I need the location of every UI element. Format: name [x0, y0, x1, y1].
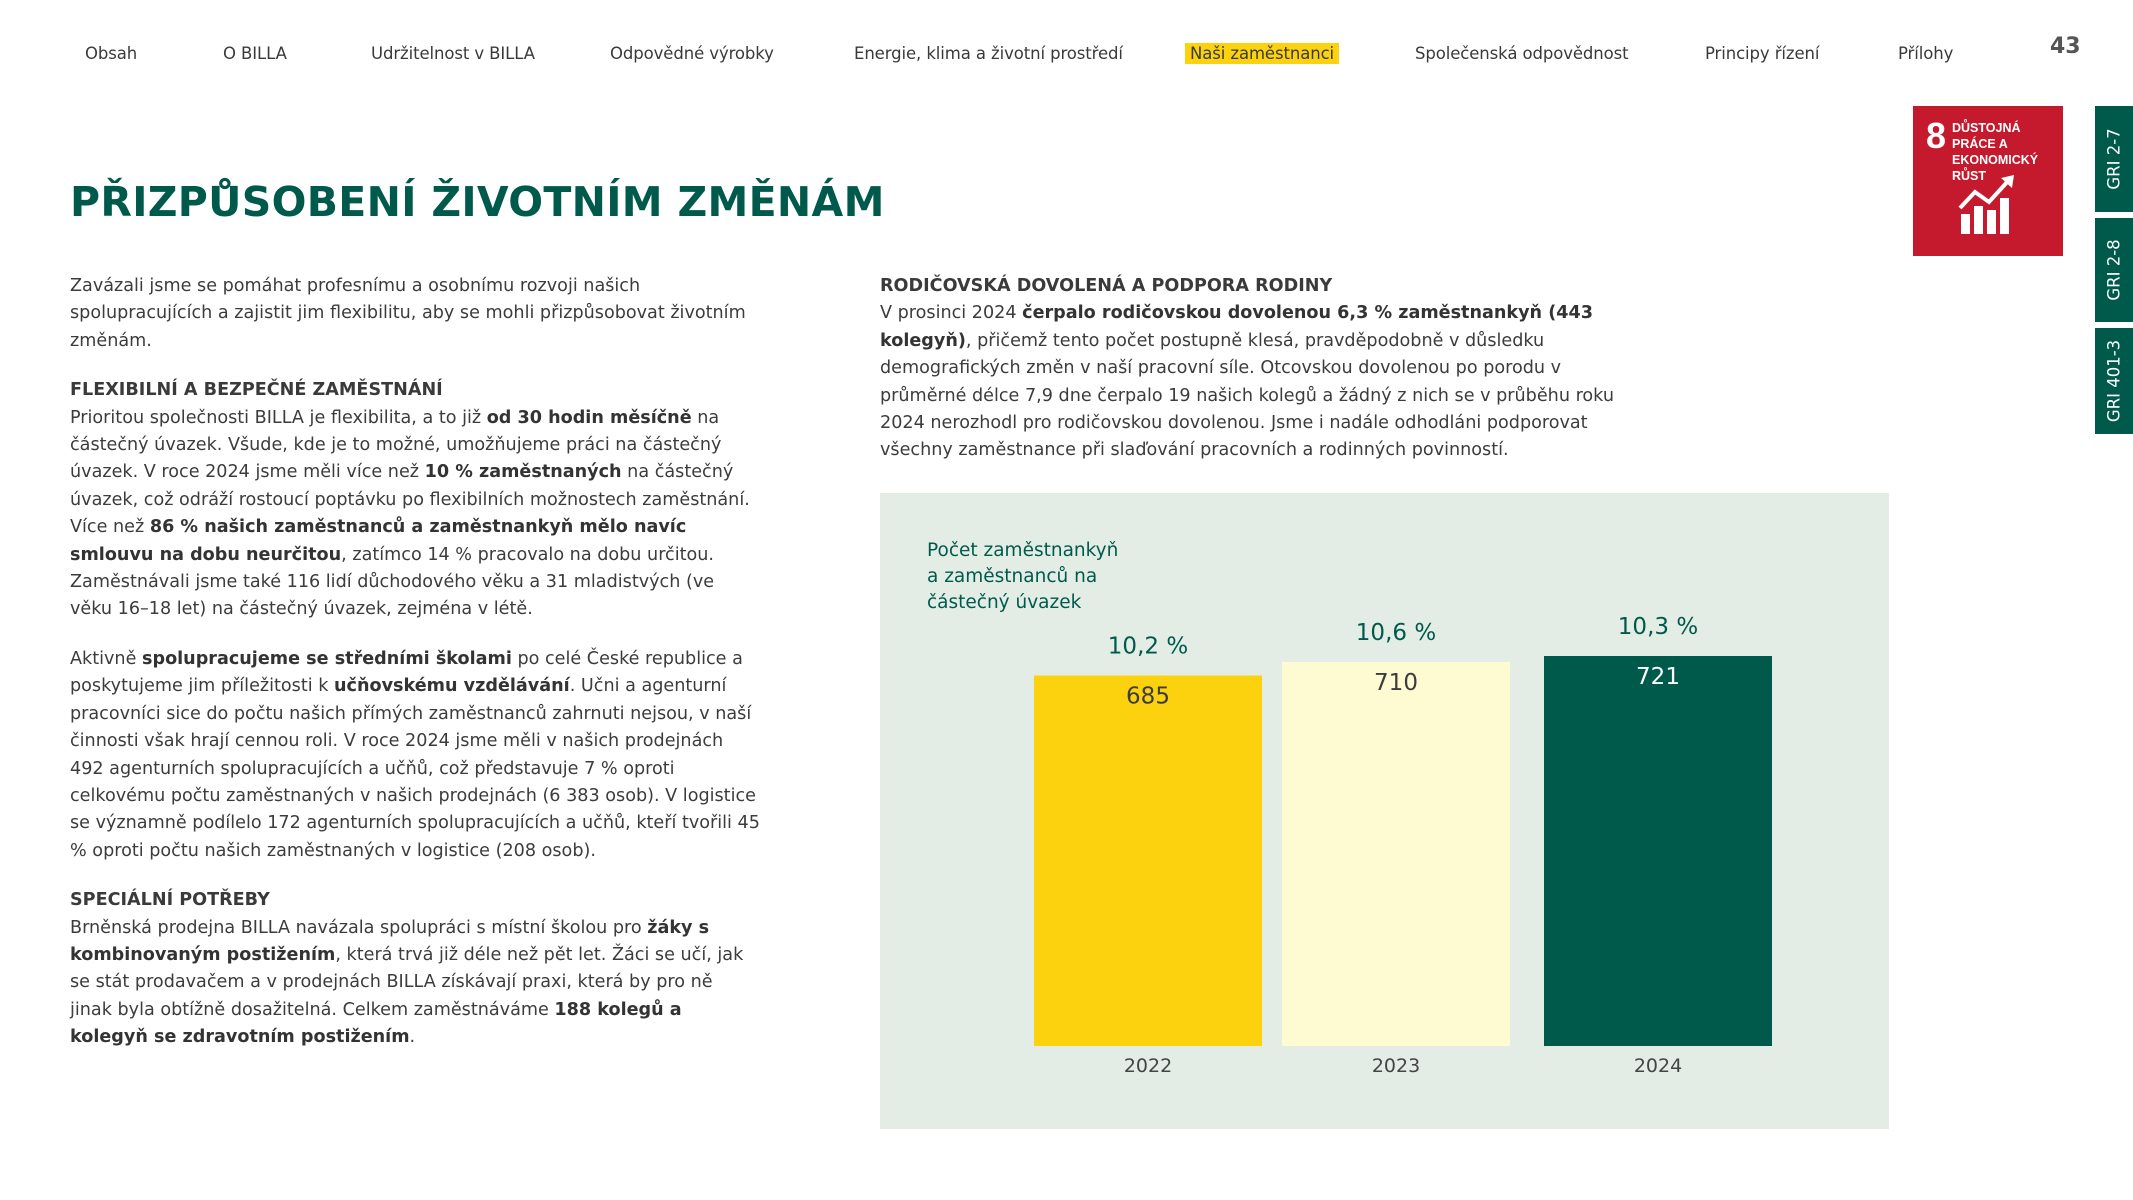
- chart-title-line: částečný úvazek: [927, 592, 1082, 613]
- section-heading: SPECIÁLNÍ POTŘEBY: [70, 890, 270, 911]
- highlight-text: učňovskému vzdělávání: [334, 676, 570, 697]
- schools-paragraph: [70, 646, 760, 865]
- x-tick-label: 2024: [1633, 1055, 1683, 1077]
- chart-title-line: Počet zaměstnankyň: [927, 540, 1119, 561]
- highlight-text: 10 % zaměstnaných: [424, 462, 622, 483]
- text-run: , která trvá již déle než pět let. Žáci se učí, jak se stát prodavačem a v prodejnách BILLA získávají praxi, která by pro ně jinak byla obtížně dosažitelná. Celkem zaměstnáváme: [70, 944, 744, 1020]
- bar-percent-label: 10,2 %: [1107, 633, 1189, 660]
- nav-item-energie[interactable]: Energie, klima a životní prostředí: [854, 44, 1123, 63]
- text-run: na částečný úvazek. Všude, kde je to možné, umožňujeme práci na částečný úvazek. V roce 2024 jsme měli více než: [70, 407, 722, 483]
- bar-percent-label: 10,6 %: [1355, 619, 1437, 646]
- highlight-text: 86 % našich zaměstnanců a zaměstnankyň mělo navíc smlouvu na dobu neurčitou: [70, 517, 687, 565]
- parental-leave-section: [880, 273, 1650, 465]
- gri-tab-label: GRI 2-7: [2104, 128, 2124, 190]
- gri-tab-2-7[interactable]: [2095, 106, 2133, 212]
- growth-chart-icon: [1957, 174, 2019, 236]
- gri-tab-401-3[interactable]: [2095, 328, 2133, 434]
- highlight-text: čerpalo rodičovskou dovolenou 6,3 % zaměstnankyň (443 kolegyň): [880, 303, 1593, 351]
- bar-percent-label: 10,3 %: [1617, 614, 1699, 640]
- page-number: 43: [2050, 34, 2081, 59]
- left-text-column: [70, 273, 760, 1074]
- nav-item-spolecenska-odpovednost[interactable]: Společenská odpovědnost: [1415, 44, 1629, 63]
- nav-item-nasi-zamestnanci[interactable]: Naši zaměstnanci: [1185, 43, 1339, 64]
- sdg-title: DŮSTOJNÁ PRÁCE A EKONOMICKÝ RŮST: [1952, 121, 2039, 183]
- text-run: , zatímco 14 % pracovalo na dobu určitou. Zaměstnávali jsme také 116 lidí důchodového věku a 31 mladistvých (ve věku 16–18 let) na částečný úvazek, zejména v létě.: [70, 544, 715, 620]
- section-heading: RODIČOVSKÁ DOVOLENÁ A PODPORA RODINY: [880, 276, 1333, 296]
- nav-item-odpovedne-vyrobky[interactable]: Odpovědné výrobky: [610, 44, 774, 63]
- nav-item-principy-rizeni[interactable]: Principy řízení: [1705, 44, 1820, 63]
- text-run: Brněnská prodejna BILLA navázala spolupráci s místní školou pro: [70, 917, 648, 938]
- chart-bar-2022: [1034, 675, 1262, 1046]
- page-title: PŘIZPŮSOBENÍ ŽIVOTNÍM ZMĚNÁM: [70, 178, 885, 226]
- bar-value-label: 721: [1636, 664, 1680, 690]
- chart-bar-2024: [1544, 656, 1772, 1046]
- text-run: po celé České republice a poskytujeme jim příležitosti k: [70, 648, 743, 697]
- text-run: Aktivně: [70, 648, 142, 669]
- text-run: , přičemž tento počet postupně klesá, pravděpodobně v důsledku demografických změn v naší pracovní síle. Otcovskou dovolenou po porodu v průměrné délce 7,9 dne čerpalo 19 našich kolegů a žádný z nich se v průběhu roku 2024 nerozhodl pro rodičovskou dovolenou. Jsme i nadále odhodláni podporovat všechny zaměstnance při slaďování pracovních a rodinných povinností.: [880, 330, 1614, 461]
- highlight-text: 188 kolegů a kolegyň se zdravotním postižením: [70, 999, 682, 1048]
- highlight-text: žáky s kombinovaným postižením: [70, 917, 710, 965]
- gri-tab-label: GRI 2-8: [2104, 239, 2124, 301]
- x-tick-label: 2023: [1371, 1055, 1421, 1077]
- chart-title-line: a zaměstnanců na: [927, 566, 1098, 587]
- text-run: Prioritou společnosti BILLA je flexibilita, a to již: [70, 407, 487, 428]
- highlight-text: od 30 hodin měsíčně: [486, 407, 692, 428]
- highlight-text: spolupracujeme se středními školami: [142, 648, 512, 669]
- text-run: V prosinci 2024: [880, 303, 1023, 324]
- bar-value-label: 685: [1126, 683, 1170, 710]
- text-run: .: [409, 1027, 416, 1048]
- x-tick-label: 2022: [1123, 1055, 1173, 1077]
- right-text-column: [880, 273, 1650, 487]
- nav-item-prilohy[interactable]: Přílohy: [1898, 44, 1954, 63]
- text-run: . Učni a agenturní pracovníci sice do počtu našich přímých zaměstnanců zahrnuti nejsou, v naší činnosti však hrají cennou roli. V roce 2024 jsme měli v našich prodejnách 492 agenturních spolupracujících a učňů, což představuje 7 % oproti celkovému počtu zaměstnaných v našich prodejnách (6 383 osob). V logistice se významně podílelo 172 agenturních spolupracujících a učňů, kteří tvořili 45 % oproti počtu našich zaměstnaných v logistice (208 osob).: [70, 676, 760, 861]
- intro-paragraph: Zavázali jsme se pomáhat profesnímu a osobnímu rozvoji našich spolupracujících a zajistit jim flexibilitu, aby se mohli přizpůsobovat životním změnám.: [70, 276, 746, 351]
- gri-tab-label: GRI 401-3: [2104, 339, 2124, 423]
- section-heading: FLEXIBILNÍ A BEZPEČNÉ ZAMĚSTNÁNÍ: [70, 380, 443, 401]
- part-time-bar-chart: [880, 493, 1889, 1129]
- nav-item-udrzitelnost[interactable]: Udržitelnost v BILLA: [371, 44, 535, 63]
- part-time-chart-panel: [880, 493, 1889, 1129]
- chart-bar-2023: [1282, 662, 1510, 1046]
- gri-tab-2-8[interactable]: [2095, 218, 2133, 322]
- nav-item-o-billa[interactable]: O BILLA: [223, 44, 287, 63]
- nav-item-obsah[interactable]: Obsah: [85, 44, 138, 63]
- top-navigation: [85, 44, 2133, 68]
- sdg-goal-badge: [1913, 106, 2063, 256]
- flexible-employment-section: [70, 377, 760, 624]
- text-run: na částečný úvazek, což odráží rostoucí poptávku po flexibilních možnostech zaměstnání. Více než: [70, 462, 750, 538]
- sdg-number: 8: [1926, 115, 1947, 156]
- bar-value-label: 710: [1374, 669, 1418, 696]
- special-needs-section: [70, 887, 760, 1051]
